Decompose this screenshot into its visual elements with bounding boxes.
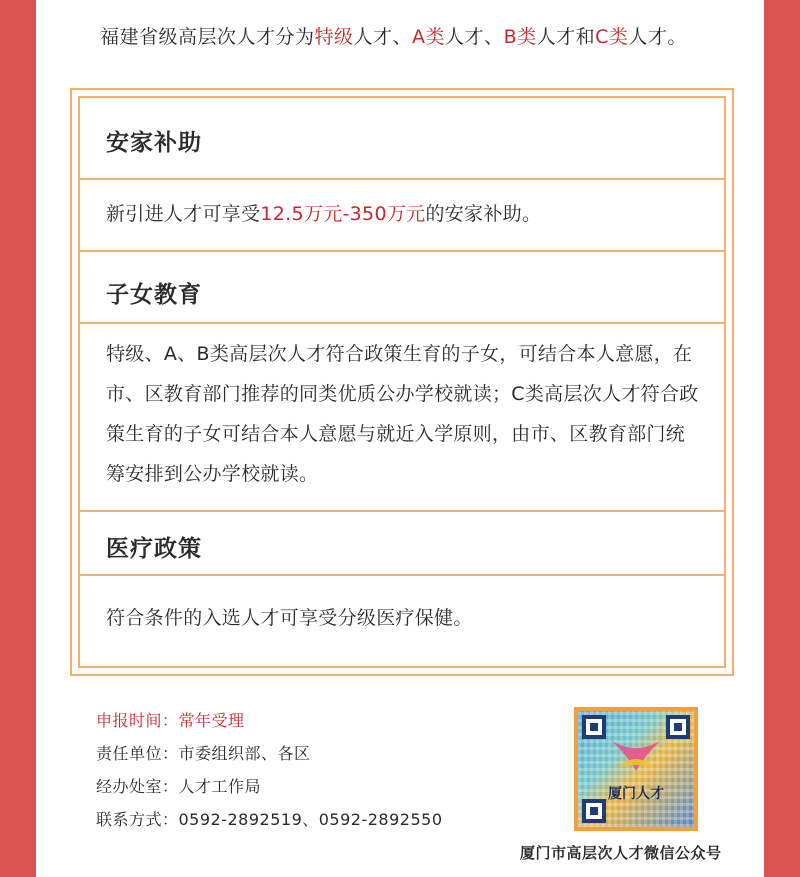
medical-title: 医疗政策 [106, 536, 202, 562]
a-class: A类 [412, 26, 446, 48]
c-class: C类 [595, 26, 629, 48]
qr-caption: 厦门市高层次人才微信公众号 [520, 844, 722, 862]
settle-body-prefix: 新引进人才可享受 [106, 203, 261, 225]
divider [80, 178, 724, 180]
divider [80, 574, 724, 576]
xiamen-talent-logo-icon [608, 737, 664, 773]
b-class: B类 [503, 26, 537, 48]
apply-time: 申报时间：常年受理 [96, 711, 245, 730]
settle-body [106, 194, 704, 234]
intro-text [100, 22, 760, 52]
special-class: 特级 [314, 26, 354, 48]
settle-amount: 12.5万元-350万元 [260, 203, 426, 225]
intro-suffix: 人才。 [628, 26, 687, 48]
qr-finder-icon [666, 715, 690, 739]
qr-code-image [578, 711, 694, 827]
intro-prefix: 福建省级高层次人才分为 [100, 26, 315, 48]
policy-box-outer [70, 88, 734, 676]
intro-sep-3: 人才和 [536, 26, 596, 48]
qr-label: 厦门人才 [608, 786, 664, 802]
responsible-unit: 责任单位：市委组织部、各区 [96, 744, 311, 763]
qr-code[interactable] [574, 707, 698, 831]
divider [80, 510, 724, 512]
medical-body: 符合条件的入选人才可享受分级医疗保健。 [106, 607, 473, 629]
intro-sep-1: 人才、 [353, 26, 413, 48]
settle-title: 安家补助 [106, 130, 202, 156]
handling-office: 经办处室：人才工作局 [96, 777, 262, 796]
divider [80, 322, 724, 324]
intro-sep-2: 人才、 [445, 26, 504, 48]
contact-info [96, 704, 443, 836]
contact-phone: 联系方式：0592-2892519、0592-2892550 [96, 810, 443, 829]
divider [80, 250, 724, 252]
settle-body-suffix: 的安家补助。 [425, 203, 542, 225]
education-title: 子女教育 [106, 282, 202, 308]
policy-box [78, 96, 726, 668]
education-body: 特级、A、B类高层次人才符合政策生育的子女，可结合本人意愿，在市、区教育部门推荐的同类优质公办学校就读；C类高层次人才符合政策生育的子女可结合本人意愿与就近入学原则，由市、区教育部门统筹安排到公办学校就读。 [106, 343, 699, 485]
qr-finder-icon [582, 715, 606, 739]
